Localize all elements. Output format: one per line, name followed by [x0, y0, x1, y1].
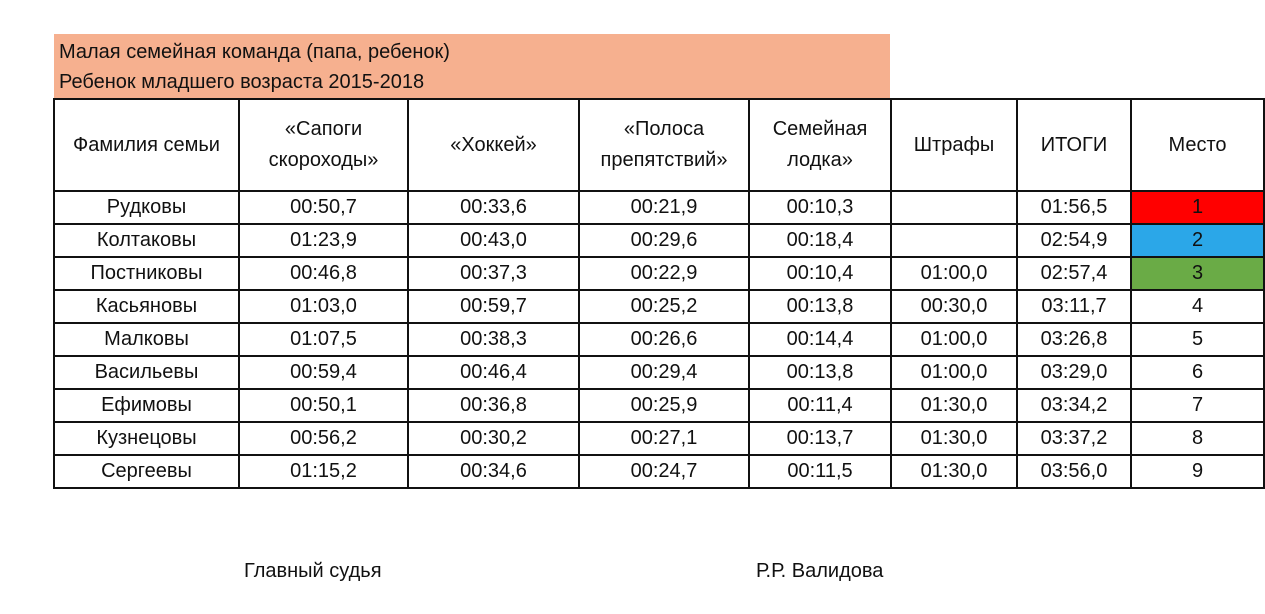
cell-hockey: 00:30,2	[408, 422, 579, 455]
cell-shtrafy: 01:30,0	[891, 389, 1017, 422]
column-header-itogi: ИТОГИ	[1017, 99, 1131, 191]
table-row	[54, 257, 1264, 290]
cell-polosa: 00:25,2	[579, 290, 749, 323]
cell-mesto: 4	[1131, 290, 1264, 323]
cell-polosa: 00:27,1	[579, 422, 749, 455]
column-header-hockey: «Хоккей»	[408, 99, 579, 191]
cell-itogi: 02:54,9	[1017, 224, 1131, 257]
cell-mesto-first: 1	[1131, 191, 1264, 224]
cell-family: Малковы	[54, 323, 239, 356]
cell-mesto-second: 2	[1131, 224, 1264, 257]
cell-sapogi: 01:23,9	[239, 224, 408, 257]
cell-shtrafy: 01:30,0	[891, 422, 1017, 455]
cell-hockey: 00:38,3	[408, 323, 579, 356]
cell-mesto: 9	[1131, 455, 1264, 488]
cell-sapogi: 00:50,7	[239, 191, 408, 224]
cell-lodka: 00:11,4	[749, 389, 891, 422]
cell-shtrafy: 01:00,0	[891, 257, 1017, 290]
cell-shtrafy: 01:30,0	[891, 455, 1017, 488]
cell-itogi: 03:34,2	[1017, 389, 1131, 422]
cell-lodka: 00:11,5	[749, 455, 891, 488]
table-row	[54, 422, 1264, 455]
cell-lodka: 00:14,4	[749, 323, 891, 356]
table-row	[54, 323, 1264, 356]
cell-lodka: 00:18,4	[749, 224, 891, 257]
cell-family: Сергеевы	[54, 455, 239, 488]
cell-polosa: 00:22,9	[579, 257, 749, 290]
column-header-family: Фамилия семьи	[54, 99, 239, 191]
cell-itogi: 01:56,5	[1017, 191, 1131, 224]
column-header-polosa: «Полоса препятствий»	[579, 99, 749, 191]
signature-name: Р.Р. Валидова	[756, 560, 884, 582]
cell-sapogi: 01:07,5	[239, 323, 408, 356]
cell-mesto-third: 3	[1131, 257, 1264, 290]
cell-family: Постниковы	[54, 257, 239, 290]
header-row	[54, 99, 1264, 191]
cell-hockey: 00:59,7	[408, 290, 579, 323]
cell-polosa: 00:29,4	[579, 356, 749, 389]
cell-mesto: 6	[1131, 356, 1264, 389]
cell-lodka: 00:13,8	[749, 356, 891, 389]
cell-polosa: 00:26,6	[579, 323, 749, 356]
cell-itogi: 02:57,4	[1017, 257, 1131, 290]
table-row	[54, 389, 1264, 422]
table-row	[54, 290, 1264, 323]
cell-shtrafy	[891, 191, 1017, 224]
table-row	[54, 455, 1264, 488]
cell-family: Ефимовы	[54, 389, 239, 422]
cell-mesto: 7	[1131, 389, 1264, 422]
cell-sapogi: 00:50,1	[239, 389, 408, 422]
cell-hockey: 00:36,8	[408, 389, 579, 422]
cell-shtrafy	[891, 224, 1017, 257]
column-header-sapogi: «Сапоги скороходы»	[239, 99, 408, 191]
cell-sapogi: 01:15,2	[239, 455, 408, 488]
cell-lodka: 00:13,8	[749, 290, 891, 323]
cell-sapogi: 00:46,8	[239, 257, 408, 290]
cell-polosa: 00:29,6	[579, 224, 749, 257]
cell-hockey: 00:33,6	[408, 191, 579, 224]
cell-shtrafy: 01:00,0	[891, 356, 1017, 389]
column-header-mesto: Место	[1131, 99, 1264, 191]
results-table	[53, 98, 1265, 489]
column-header-shtrafy: Штрафы	[891, 99, 1017, 191]
cell-itogi: 03:29,0	[1017, 356, 1131, 389]
cell-lodka: 00:10,4	[749, 257, 891, 290]
cell-family: Рудковы	[54, 191, 239, 224]
cell-lodka: 00:10,3	[749, 191, 891, 224]
cell-itogi: 03:26,8	[1017, 323, 1131, 356]
table-row	[54, 356, 1264, 389]
cell-sapogi: 00:56,2	[239, 422, 408, 455]
cell-family: Кузнецовы	[54, 422, 239, 455]
cell-mesto: 8	[1131, 422, 1264, 455]
table-row	[54, 191, 1264, 224]
cell-itogi: 03:37,2	[1017, 422, 1131, 455]
cell-family: Касьяновы	[54, 290, 239, 323]
cell-lodka: 00:13,7	[749, 422, 891, 455]
table-title-block	[54, 34, 890, 98]
cell-hockey: 00:46,4	[408, 356, 579, 389]
cell-sapogi: 01:03,0	[239, 290, 408, 323]
cell-shtrafy: 00:30,0	[891, 290, 1017, 323]
title-line-age-group: Ребенок младшего возраста 2015-2018	[59, 71, 425, 93]
cell-family: Васильевы	[54, 356, 239, 389]
cell-family: Колтаковы	[54, 224, 239, 257]
signature-role: Главный судья	[244, 560, 382, 582]
cell-itogi: 03:11,7	[1017, 290, 1131, 323]
title-line-category: Малая семейная команда (папа, ребенок)	[59, 41, 450, 63]
cell-sapogi: 00:59,4	[239, 356, 408, 389]
cell-hockey: 00:34,6	[408, 455, 579, 488]
cell-mesto: 5	[1131, 323, 1264, 356]
cell-polosa: 00:21,9	[579, 191, 749, 224]
table-row	[54, 224, 1264, 257]
cell-itogi: 03:56,0	[1017, 455, 1131, 488]
cell-polosa: 00:25,9	[579, 389, 749, 422]
cell-hockey: 00:43,0	[408, 224, 579, 257]
cell-shtrafy: 01:00,0	[891, 323, 1017, 356]
cell-hockey: 00:37,3	[408, 257, 579, 290]
cell-polosa: 00:24,7	[579, 455, 749, 488]
column-header-lodka: Семейная лодка»	[749, 99, 891, 191]
